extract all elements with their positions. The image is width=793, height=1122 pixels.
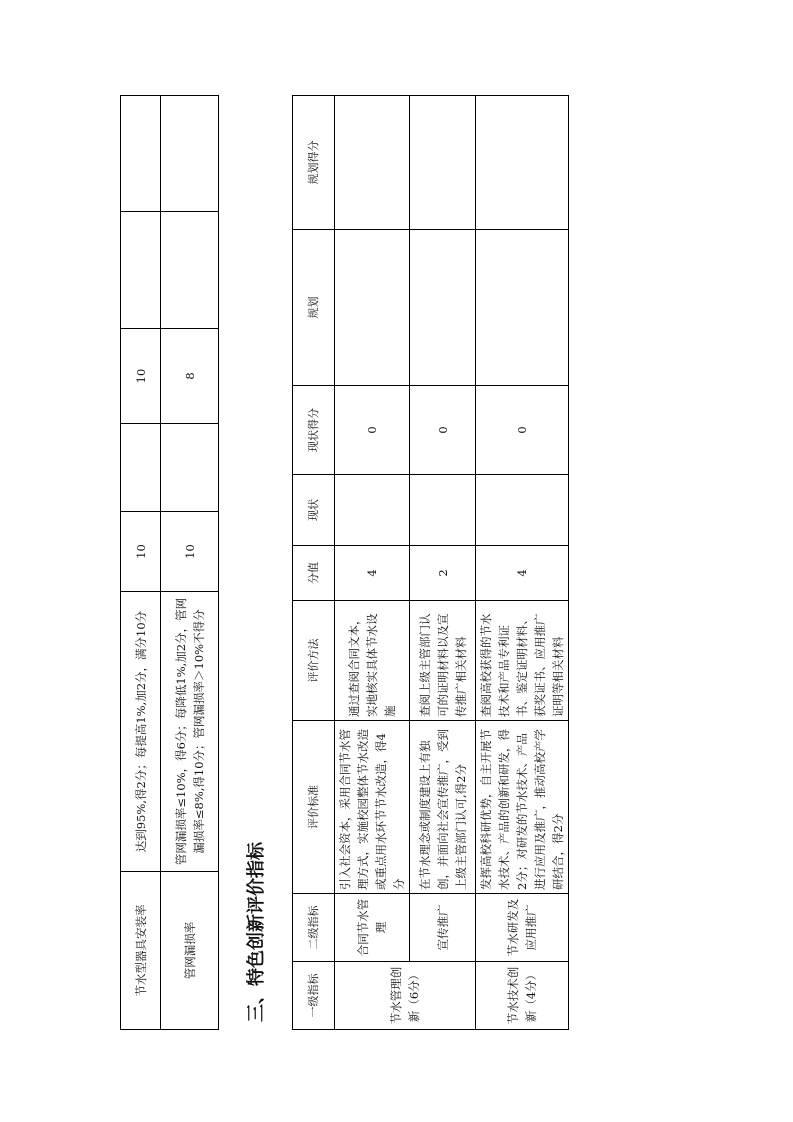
status-cell xyxy=(410,475,476,546)
top-table xyxy=(120,95,219,1030)
indicator-status-score: 8 xyxy=(161,329,219,424)
header-standard: 评价标准 xyxy=(293,721,335,894)
plan-score-cell xyxy=(476,96,569,230)
header-score: 分值 xyxy=(293,546,335,601)
status-cell xyxy=(476,475,569,546)
level2-cell: 宣传推广 xyxy=(410,894,476,962)
plan-cell xyxy=(335,230,410,386)
indicator-score: 10 xyxy=(121,512,161,592)
level2-cell: 节水研发及应用推广 xyxy=(476,894,569,962)
status-score-cell: 0 xyxy=(410,386,476,475)
header-level2: 二级指标 xyxy=(293,894,335,962)
standard-cell: 在节水理念或制度建设上有独创，并面向社会宣传推广，受到上级主管部门认可,得2分 xyxy=(410,721,476,894)
section-title: 三、特色创新评价指标 xyxy=(246,842,267,1022)
table-header-row xyxy=(293,96,335,1030)
table-row xyxy=(161,96,219,1030)
status-score-cell: 0 xyxy=(335,386,410,475)
indicator-standard: 达到95%,得2分；每提高1%,加2分，满分10分 xyxy=(121,592,161,872)
indicator-status xyxy=(161,424,219,512)
table-row xyxy=(476,96,569,1030)
plan-cell xyxy=(476,230,569,386)
header-status: 现状 xyxy=(293,475,335,546)
plan-score-cell xyxy=(410,96,476,230)
header-plan-score: 规划得分 xyxy=(293,96,335,230)
score-cell: 2 xyxy=(410,546,476,601)
header-method: 评价方法 xyxy=(293,601,335,721)
rotated-page xyxy=(120,96,565,1030)
score-cell: 4 xyxy=(476,546,569,601)
method-cell: 查阅高校获得的节水技术和产品专利证书、鉴定证明材料、获奖证书、应用推广证明等相关材料 xyxy=(476,601,569,721)
method-cell: 查阅上级主管部门认可的证明材料以及宣传推广相关材料 xyxy=(410,601,476,721)
level1-cell: 节水技术创新（4分） xyxy=(476,962,569,1030)
status-cell xyxy=(335,475,410,546)
table-row xyxy=(335,96,410,1030)
indicator-status xyxy=(121,424,161,512)
indicator-plan-score xyxy=(121,96,161,212)
plan-cell xyxy=(410,230,476,386)
header-level1: 一级指标 xyxy=(293,962,335,1030)
table-row xyxy=(410,96,476,1030)
indicator-score: 10 xyxy=(161,512,219,592)
indicator-name: 管网漏损率 xyxy=(161,872,219,1030)
plan-score-cell xyxy=(335,96,410,230)
indicator-plan-score xyxy=(161,96,219,212)
status-score-cell: 0 xyxy=(476,386,569,475)
table-row xyxy=(121,96,161,1030)
header-plan: 规划 xyxy=(293,230,335,386)
indicator-standard: 管网漏损率≤10%，得6分；每降低1%,加2分，管网漏损率≤8%,得10分；管网漏损率＞10%不得分 xyxy=(161,592,219,872)
method-cell: 通过查阅合同文本，实地核实具体节水设施 xyxy=(335,601,410,721)
evaluation-table xyxy=(292,95,569,1030)
indicator-status-score: 10 xyxy=(121,329,161,424)
standard-cell: 引入社会资本，采用合同节水管理方式，实施校园整体节水改造或重点用水环节节水改造，得4分 xyxy=(335,721,410,894)
indicator-plan xyxy=(121,212,161,329)
header-status-score: 现状得分 xyxy=(293,386,335,475)
indicator-plan xyxy=(161,212,219,329)
score-cell: 4 xyxy=(335,546,410,601)
indicator-name: 节水型器具安装率 xyxy=(121,872,161,1030)
standard-cell: 发挥高校科研优势，自主开展节水技术、产品的创新和研发，得2分；对研发的节水技术、产品进行应用及推广，推动高校产学研结合，得2分 xyxy=(476,721,569,894)
level2-cell: 合同节水管理 xyxy=(335,894,410,962)
level1-cell: 节水管理创新（6分） xyxy=(335,962,476,1030)
